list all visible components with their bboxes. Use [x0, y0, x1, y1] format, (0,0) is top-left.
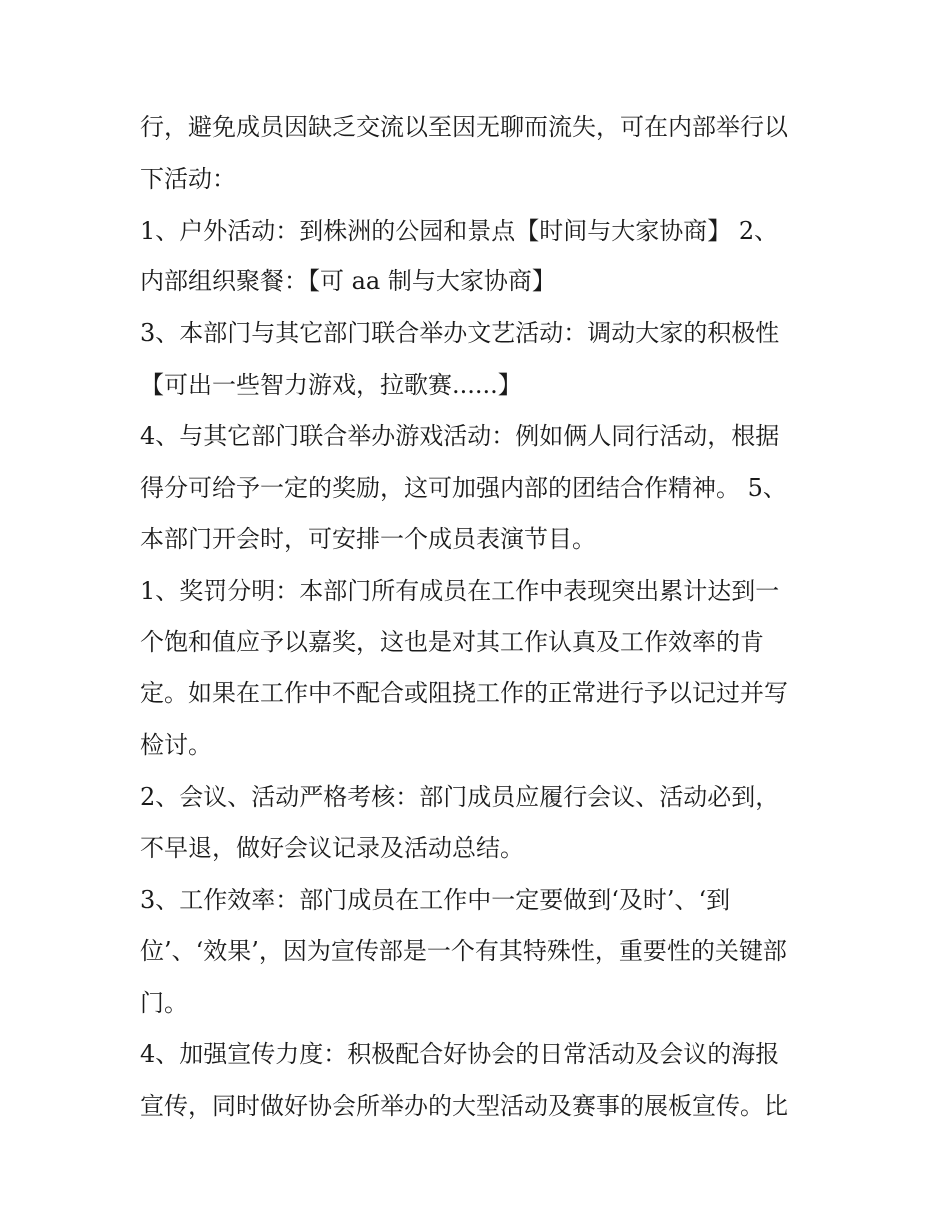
text-line: 2、会议、活动严格考核：部门成员应履行会议、活动必到， — [140, 783, 780, 811]
text-line: 得分可给予一定的奖励，这可加强内部的团结合作精神。 5、 — [140, 474, 787, 502]
text-line: 个饱和值应予以嘉奖，这也是对其工作认真及工作效率的肯 — [140, 628, 764, 656]
text-line: 1、户外活动：到株洲的公园和景点【时间与大家协商】 2、 — [140, 217, 779, 245]
text-line: 不早退，做好会议记录及活动总结。 — [140, 834, 524, 862]
text-line: 下活动： — [140, 165, 236, 193]
text-line: 本部门开会时，可安排一个成员表演节目。 — [140, 525, 596, 553]
text-line: 内部组织聚餐：【可 aa 制与大家协商】 — [140, 267, 556, 295]
text-line: 4、与其它部门联合举办游戏活动：例如俩人同行活动，根据 — [140, 422, 780, 450]
text-line: 检讨。 — [140, 731, 212, 759]
text-line: 3、本部门与其它部门联合举办文艺活动：调动大家的积极性 — [140, 319, 780, 347]
text-line: 位’、‘效果’，因为宣传部是一个有其特殊性，重要性的关键部 — [140, 937, 787, 965]
text-line: 宣传，同时做好协会所举办的大型活动及赛事的展板宣传。比 — [140, 1092, 788, 1120]
text-line: 3、工作效率：部门成员在工作中一定要做到‘及时’、‘到 — [140, 886, 731, 914]
text-line: 4、加强宣传力度：积极配合好协会的日常活动及会议的海报 — [140, 1040, 780, 1068]
text-line: 定。如果在工作中不配合或阻挠工作的正常进行予以记过并写 — [140, 679, 788, 707]
text-line: 1、奖罚分明：本部门所有成员在工作中表现突出累计达到一 — [140, 577, 780, 605]
text-line: 【可出一些智力游戏，拉歌赛......】 — [140, 371, 522, 399]
text-line: 门。 — [140, 989, 188, 1017]
text-line: 行，避免成员因缺乏交流以至因无聊而流失，可在内部举行以 — [140, 113, 788, 141]
